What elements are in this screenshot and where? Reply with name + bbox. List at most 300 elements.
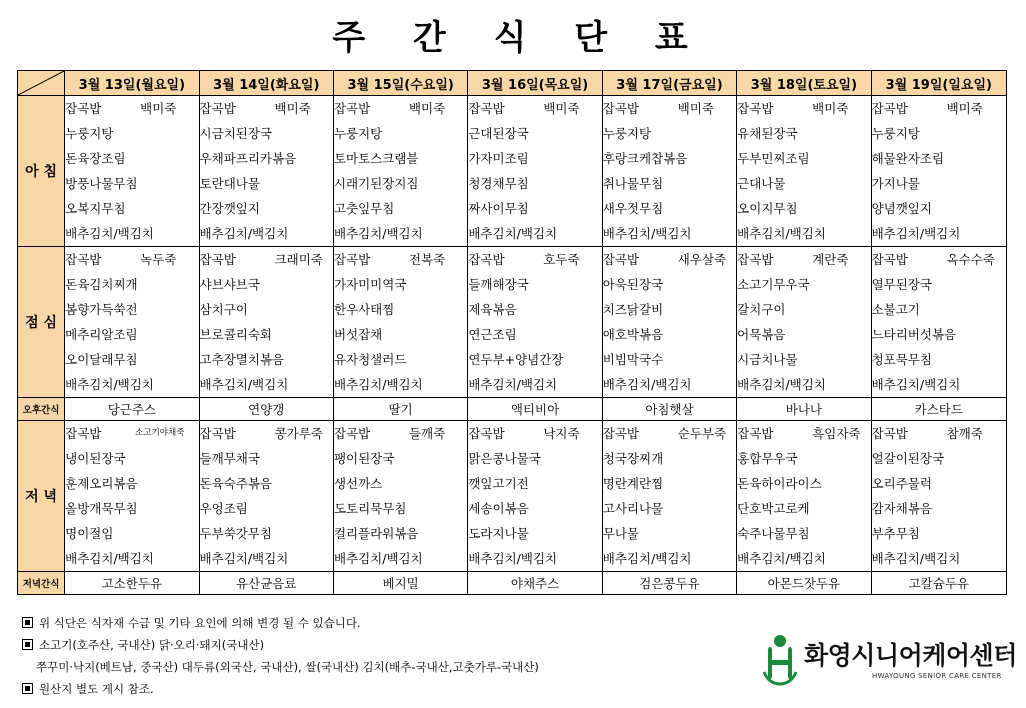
meal-cell: [737, 247, 871, 398]
menu-item-main: 어묵볶음: [737, 327, 786, 342]
menu-item-main: 잡곡밥: [468, 252, 505, 267]
menu-item: [872, 196, 1006, 221]
menu-item-main: 감자채볶음: [871, 501, 932, 516]
meal-cell: [602, 421, 736, 572]
menu-item: [200, 196, 333, 221]
menu-item-main: 가자미미역국: [333, 277, 407, 292]
menu-item-main: 소고기무우국: [737, 277, 810, 292]
menu-item-main: 배추김치/백김치: [199, 551, 289, 566]
menu-item-main: 해물완자조림: [871, 151, 945, 166]
menu-item: [468, 247, 601, 272]
menu-item-main: 컬리플라워볶음: [333, 526, 419, 541]
row-label: 저녁간식: [18, 572, 65, 595]
menu-item-main: 잡곡밥: [737, 252, 774, 267]
menu-item-main: 부추무침: [871, 526, 920, 541]
menu-item-main: 취나물무침: [602, 176, 664, 191]
menu-item: [603, 221, 736, 246]
menu-item: [65, 247, 198, 272]
menu-item-main: 잡곡밥: [871, 426, 908, 441]
menu-item-main: 봄향가득쑥전: [65, 302, 138, 317]
menu-item-main: 잡곡밥: [199, 426, 236, 441]
menu-item-main: 간장깻잎지: [199, 201, 260, 216]
snack-cell: 검은콩두유: [602, 572, 736, 595]
menu-item-porridge: 백미죽: [140, 101, 177, 116]
snack-cell: 카스타드: [871, 398, 1006, 421]
menu-item: [603, 146, 736, 171]
menu-item: [603, 421, 736, 446]
menu-item: [65, 146, 198, 171]
menu-item: [603, 171, 736, 196]
menu-item-main: 팽이된장국: [333, 451, 395, 466]
menu-item: [65, 347, 198, 372]
snack-cell: 바나나: [737, 398, 871, 421]
menu-item: [872, 297, 1006, 322]
menu-item-main: 배추김치/백김치: [65, 377, 154, 392]
menu-item: [334, 546, 467, 571]
menu-item: [65, 171, 198, 196]
menu-item: [737, 272, 870, 297]
meal-cell: [602, 247, 736, 398]
menu-item-main: 잡곡밥: [65, 252, 102, 267]
menu-item-porridge: 콩가루죽: [274, 426, 323, 441]
meal-cell: [468, 96, 602, 247]
menu-item: [200, 546, 333, 571]
menu-item-porridge: 순두부죽: [677, 426, 727, 441]
menu-item-main: 삼치구이: [199, 302, 248, 317]
menu-item-main: 잡곡밥: [199, 252, 236, 267]
day-header: 3월 18일(토요일): [737, 71, 871, 96]
logo-icon: [760, 632, 800, 690]
menu-item-main: 갈치구이: [737, 302, 786, 317]
snack-cell: 연양갱: [199, 398, 333, 421]
menu-item: [468, 146, 601, 171]
note-3: 쭈꾸미·낙지(베트남, 중국산) 대두류(외국산, 국내산), 쌀(국내산) 김치(배추-국내산,고춧가루-국내산): [36, 660, 539, 674]
meal-cell: [602, 96, 736, 247]
menu-item-porridge: 백미죽: [812, 101, 849, 116]
menu-item: [65, 96, 198, 121]
menu-item: [737, 121, 870, 146]
menu-item: [737, 297, 870, 322]
menu-item-main: 시금치나물: [737, 352, 798, 367]
menu-item-main: 청국장찌개: [602, 451, 664, 466]
menu-item-main: 배추김치/백김치: [737, 226, 826, 241]
menu-item: [603, 322, 736, 347]
menu-item-main: 오복지무침: [65, 201, 126, 216]
menu-item-main: 연두부+양념간장: [468, 352, 564, 367]
menu-item-porridge: 크래미죽: [274, 252, 323, 267]
menu-item-main: 도토리묵무침: [333, 501, 407, 516]
menu-item-main: 배추김치/백김치: [333, 551, 423, 566]
menu-item-main: 잡곡밥: [871, 252, 908, 267]
snack-cell: 유산균음료: [199, 572, 333, 595]
menu-item-main: 시래기된장지짐: [333, 176, 419, 191]
menu-item-main: 잡곡밥: [199, 101, 236, 116]
menu-item-porridge: 낙지죽: [543, 426, 580, 441]
menu-item-main: 생선까스: [333, 476, 383, 491]
menu-item-main: 배추김치/백김치: [468, 226, 558, 241]
snack-cell: 야채주스: [468, 572, 602, 595]
menu-item-porridge: 새우살죽: [677, 252, 727, 267]
row-breakfast: [18, 96, 1007, 247]
menu-item: [872, 171, 1006, 196]
menu-item: [603, 247, 736, 272]
menu-item: [872, 496, 1006, 521]
snack-cell: 당근주스: [65, 398, 199, 421]
menu-item: [65, 521, 198, 546]
menu-item-main: 잡곡밥: [737, 101, 774, 116]
menu-item-main: 두부민찌조림: [737, 151, 810, 166]
menu-item: [603, 196, 736, 221]
menu-item: [65, 446, 198, 471]
menu-item-porridge: 백미죽: [677, 101, 714, 116]
menu-item-main: 잡곡밥: [468, 101, 505, 116]
menu-item-porridge: 소고기야채죽: [135, 428, 185, 438]
menu-item: [200, 347, 333, 372]
menu-item-main: 누룽지탕: [65, 126, 114, 141]
menu-item: [737, 496, 870, 521]
page-title: 주 간 식 단 표: [332, 18, 706, 58]
menu-item: [603, 446, 736, 471]
menu-item-main: 잡곡밥: [65, 426, 102, 441]
menu-item: [468, 96, 601, 121]
note-1: 위 식단은 식자재 수급 및 기타 요인에 의해 변경 될 수 있습니다.: [22, 612, 539, 634]
menu-item-main: 배추김치/백김치: [602, 551, 692, 566]
menu-item: [603, 521, 736, 546]
menu-item-main: 유채된장국: [737, 126, 798, 141]
menu-item: [200, 372, 333, 397]
menu-item-main: 배추김치/백김치: [468, 377, 558, 392]
row-label: 저 녁: [18, 421, 65, 572]
menu-item: [200, 521, 333, 546]
menu-item-main: 후랑크케찹볶음: [602, 151, 688, 166]
menu-item: [200, 96, 333, 121]
menu-item: [468, 496, 601, 521]
snack-cell: 고칼슘두유: [871, 572, 1006, 595]
menu-item: [603, 496, 736, 521]
menu-item-main: 느타리버섯볶음: [871, 327, 957, 342]
menu-item-main: 시금치된장국: [199, 126, 272, 141]
snack-cell: 아몬드잣두유: [737, 572, 871, 595]
logo-name: 화영시니어케어센터: [804, 641, 1017, 670]
menu-item-main: 양념깻잎지: [871, 201, 932, 216]
menu-item-main: 돈육김치찌개: [65, 277, 138, 292]
menu-item: [65, 322, 198, 347]
day-header: 3월 16일(목요일): [468, 71, 602, 96]
menu-item: [334, 496, 467, 521]
menu-item-main: 누룽지탕: [602, 126, 652, 141]
menu-item-main: 근대된장국: [468, 126, 529, 141]
menu-item: [872, 247, 1006, 272]
menu-item: [603, 372, 736, 397]
menu-item: [737, 146, 870, 171]
menu-item: [468, 372, 601, 397]
menu-item-main: 누룽지탕: [333, 126, 383, 141]
menu-item-main: 잡곡밥: [65, 101, 102, 116]
menu-item-main: 브로콜리숙회: [199, 327, 272, 342]
menu-item-main: 잡곡밥: [737, 426, 774, 441]
menu-item: [872, 121, 1006, 146]
menu-item: [334, 196, 467, 221]
meal-cell: [468, 247, 602, 398]
menu-item: [603, 272, 736, 297]
menu-item-porridge: 들깨죽: [408, 426, 446, 441]
menu-item-main: 돈육장조림: [65, 151, 126, 166]
menu-item: [334, 521, 467, 546]
menu-item-main: 배추김치/백김치: [602, 226, 692, 241]
meal-cell: [871, 96, 1006, 247]
menu-item: [468, 171, 601, 196]
menu-item-main: 단호박고로케: [737, 501, 810, 516]
menu-item: [872, 471, 1006, 496]
menu-item-porridge: 백미죽: [946, 101, 983, 116]
menu-item-porridge: 호두죽: [543, 252, 580, 267]
menu-item-main: 오리주물럭: [871, 476, 932, 491]
menu-item-porridge: 전복죽: [408, 252, 446, 267]
menu-item: [65, 297, 198, 322]
menu-item: [200, 272, 333, 297]
header-row: [18, 71, 1007, 96]
menu-item: [334, 372, 467, 397]
menu-item-main: 잡곡밥: [602, 252, 639, 267]
menu-item: [872, 322, 1006, 347]
day-header: 3월 15일(수요일): [333, 71, 467, 96]
menu-item-main: 소불고기: [871, 302, 920, 317]
menu-item-main: 우채파프리카볶음: [199, 151, 297, 166]
menu-item: [872, 146, 1006, 171]
menu-item-main: 가자미조림: [468, 151, 529, 166]
menu-item-main: 얼갈이된장국: [871, 451, 945, 466]
menu-item-porridge: 백미죽: [274, 101, 311, 116]
menu-item: [872, 96, 1006, 121]
menu-item-porridge: 녹두죽: [140, 252, 177, 267]
menu-item: [468, 446, 601, 471]
menu-item-main: 오이달래무침: [65, 352, 138, 367]
meal-cell: [199, 96, 333, 247]
meal-cell: [65, 421, 199, 572]
menu-item-main: 배추김치/백김치: [199, 226, 289, 241]
menu-item-main: 한우사태찜: [333, 302, 395, 317]
menu-item-main: 배추김치/백김치: [871, 551, 961, 566]
menu-item-main: 잡곡밥: [871, 101, 908, 116]
day-header: 3월 19일(일요일): [871, 71, 1006, 96]
menu-item: [65, 196, 198, 221]
menu-item-main: 근대나물: [737, 176, 786, 191]
menu-item: [65, 546, 198, 571]
menu-item-main: 잡곡밥: [333, 101, 371, 116]
menu-item: [737, 421, 870, 446]
menu-item-main: 명이절임: [65, 526, 114, 541]
menu-item: [65, 121, 198, 146]
corner-cell: [18, 71, 65, 96]
menu-item: [737, 471, 870, 496]
menu-item-main: 청포묵무침: [871, 352, 932, 367]
menu-item-main: 배추김치/백김치: [871, 377, 961, 392]
menu-item-main: 깻잎고기전: [468, 476, 529, 491]
row-eve-snack: [18, 572, 1007, 595]
row-dinner: [18, 421, 1007, 572]
menu-item-main: 배추김치/백김치: [602, 377, 692, 392]
menu-item-main: 배추김치/백김치: [737, 377, 826, 392]
menu-item-main: 짜사이무침: [468, 201, 529, 216]
meal-cell: [871, 247, 1006, 398]
menu-item: [334, 421, 467, 446]
snack-cell: 액티비아: [468, 398, 602, 421]
snack-cell: 아침햇살: [602, 398, 736, 421]
menu-item: [65, 221, 198, 246]
menu-item: [200, 221, 333, 246]
meal-cell: [199, 421, 333, 572]
menu-item-main: 냉이된장국: [65, 451, 126, 466]
menu-item: [334, 297, 467, 322]
day-header: 3월 13일(월요일): [65, 71, 199, 96]
day-header: 3월 14일(화요일): [199, 71, 333, 96]
menu-item-main: 청경채무침: [468, 176, 529, 191]
menu-item-main: 배추김치/백김치: [65, 226, 154, 241]
menu-item: [200, 121, 333, 146]
menu-item: [200, 146, 333, 171]
menu-item: [603, 297, 736, 322]
menu-item-main: 애호박볶음: [602, 327, 664, 342]
menu-item-main: 아욱된장국: [602, 277, 664, 292]
menu-item-main: 유자청샐러드: [333, 352, 407, 367]
menu-item: [468, 221, 601, 246]
menu-item: [334, 322, 467, 347]
menu-item: [334, 96, 467, 121]
menu-item: [872, 546, 1006, 571]
menu-item: [737, 221, 870, 246]
menu-item: [603, 471, 736, 496]
menu-item-porridge: 백미죽: [408, 101, 446, 116]
menu-item: [65, 372, 198, 397]
menu-item: [872, 372, 1006, 397]
menu-item-main: 홍합무우국: [737, 451, 798, 466]
menu-item: [737, 546, 870, 571]
meal-cell: [737, 96, 871, 247]
menu-item-main: 세송이볶음: [468, 501, 529, 516]
menu-item: [872, 221, 1006, 246]
menu-item: [737, 521, 870, 546]
menu-item: [737, 96, 870, 121]
menu-item-main: 새우젓무침: [602, 201, 664, 216]
weekly-menu-table: [17, 70, 1007, 595]
menu-item-main: 가지나물: [871, 176, 920, 191]
menu-item: [200, 496, 333, 521]
menu-item: [603, 347, 736, 372]
menu-item: [737, 247, 870, 272]
menu-item: [468, 272, 601, 297]
menu-item-main: 고춧잎무침: [333, 201, 395, 216]
meal-cell: [333, 421, 467, 572]
menu-item: [65, 471, 198, 496]
menu-item-main: 잡곡밥: [468, 426, 505, 441]
center-logo: [760, 632, 1017, 692]
menu-item-main: 잡곡밥: [333, 426, 371, 441]
menu-item-main: 토마토스크램블: [333, 151, 419, 166]
menu-item: [468, 297, 601, 322]
menu-item: [468, 521, 601, 546]
snack-cell: 베지밀: [333, 572, 467, 595]
menu-item: [334, 121, 467, 146]
menu-item: [334, 471, 467, 496]
menu-item: [737, 347, 870, 372]
menu-item-main: 배추김치/백김치: [199, 377, 289, 392]
menu-item: [603, 96, 736, 121]
menu-item: [200, 171, 333, 196]
snack-cell: 고소한두유: [65, 572, 199, 595]
menu-item-porridge: 흑임자죽: [812, 426, 861, 441]
menu-item-main: 잡곡밥: [333, 252, 371, 267]
meal-cell: [65, 247, 199, 398]
menu-item-main: 고사리나물: [602, 501, 664, 516]
menu-item: [468, 322, 601, 347]
menu-item: [468, 471, 601, 496]
menu-item: [200, 247, 333, 272]
menu-item-main: 치즈닭갈비: [602, 302, 664, 317]
menu-item: [468, 196, 601, 221]
menu-item: [334, 221, 467, 246]
menu-item-main: 두부쑥갓무침: [199, 526, 272, 541]
meal-cell: [199, 247, 333, 398]
menu-item-main: 잡곡밥: [602, 426, 639, 441]
menu-item-main: 오이지무침: [737, 201, 798, 216]
menu-item-main: 훈제오리볶음: [65, 476, 138, 491]
menu-item: [603, 546, 736, 571]
menu-item: [872, 421, 1006, 446]
menu-item: [65, 421, 198, 446]
menu-item-main: 숙주나물무침: [737, 526, 810, 541]
meal-cell: [333, 247, 467, 398]
menu-item: [65, 496, 198, 521]
menu-item: [468, 121, 601, 146]
menu-item-main: 배추김치/백김치: [468, 551, 558, 566]
menu-item: [334, 446, 467, 471]
meal-cell: [737, 421, 871, 572]
menu-item-porridge: 옥수수죽: [946, 252, 995, 267]
note-4: 원산지 별도 게시 참조.: [22, 678, 539, 700]
snack-cell: 딸기: [333, 398, 467, 421]
menu-item-main: 맑은콩나물국: [468, 451, 541, 466]
menu-item-main: 돈육숙주볶음: [199, 476, 272, 491]
menu-item-main: 배추김치/백김치: [333, 377, 423, 392]
meal-cell: [871, 421, 1006, 572]
row-label: 아 침: [18, 96, 65, 247]
menu-item-main: 방풍나물무침: [65, 176, 138, 191]
menu-item-main: 배추김치/백김치: [737, 551, 826, 566]
note-2: 소고기(호주산, 국내산) 닭·오리·돼지(국내산): [22, 634, 539, 656]
menu-item: [468, 421, 601, 446]
menu-item: [737, 171, 870, 196]
menu-item: [468, 347, 601, 372]
day-header: 3월 17일(금요일): [602, 71, 736, 96]
menu-item: [872, 446, 1006, 471]
menu-item: [737, 446, 870, 471]
menu-item-main: 샤브샤브국: [199, 277, 260, 292]
menu-item: [334, 272, 467, 297]
menu-item: [737, 196, 870, 221]
menu-item-porridge: 백미죽: [543, 101, 580, 116]
menu-item-main: 배추김치/백김치: [333, 226, 423, 241]
menu-item: [334, 171, 467, 196]
menu-item: [603, 121, 736, 146]
menu-item-main: 고추장멸치볶음: [199, 352, 285, 367]
meal-cell: [468, 421, 602, 572]
menu-item: [468, 546, 601, 571]
row-pm-snack: [18, 398, 1007, 421]
menu-item-main: 열무된장국: [871, 277, 932, 292]
menu-item-main: 버섯잡채: [333, 327, 383, 342]
row-lunch: [18, 247, 1007, 398]
menu-item-main: 돈육하이라이스: [737, 476, 822, 491]
